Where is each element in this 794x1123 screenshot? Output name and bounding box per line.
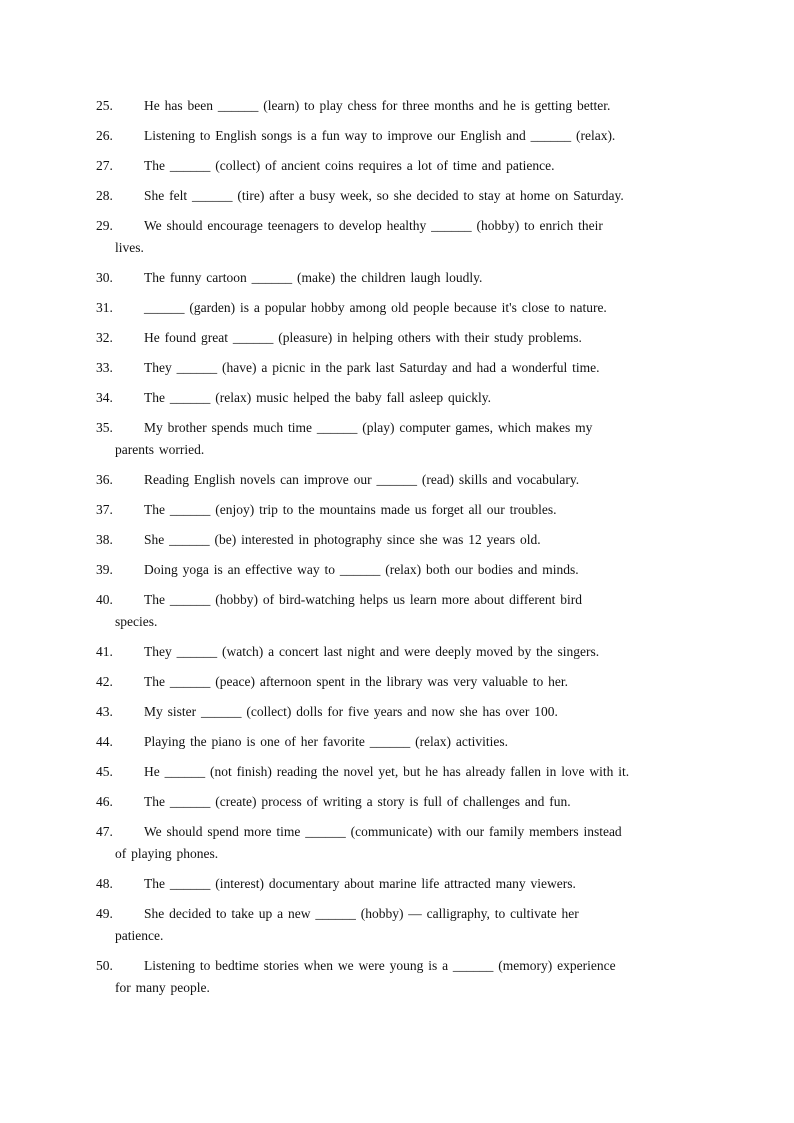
item-number: 35. (96, 420, 113, 435)
exercise-item (96, 125, 696, 147)
item-number: 36. (96, 472, 113, 487)
item-sentence: Reading English novels can improve our ______ (read) skills and vocabulary. (144, 472, 580, 487)
item-number: 42. (96, 674, 113, 689)
item-sentence: The ______ (create) process of writing a story is full of challenges and fun. (144, 794, 571, 809)
exercise-item (96, 821, 696, 865)
exercise-item (96, 95, 696, 117)
item-number: 28. (96, 188, 113, 203)
item-sentence-continuation: patience. (115, 928, 164, 943)
item-number: 27. (96, 158, 113, 173)
item-sentence: Listening to English songs is a fun way to improve our English and ______ (relax). (144, 128, 616, 143)
item-number: 34. (96, 390, 113, 405)
item-number: 29. (96, 218, 113, 233)
item-sentence: Doing yoga is an effective way to ______ (relax) both our bodies and minds. (144, 562, 579, 577)
item-number: 37. (96, 502, 113, 517)
item-sentence: She ______ (be) interested in photography since she was 12 years old. (144, 532, 541, 547)
item-sentence: The funny cartoon ______ (make) the children laugh loudly. (144, 270, 483, 285)
item-sentence: Playing the piano is one of her favorite ______ (relax) activities. (144, 734, 509, 749)
exercise-item (96, 469, 696, 491)
exercise-item (96, 559, 696, 581)
item-sentence: The ______ (peace) afternoon spent in the library was very valuable to her. (144, 674, 568, 689)
exercise-item (96, 499, 696, 521)
item-number: 49. (96, 906, 113, 921)
item-number: 50. (96, 958, 113, 973)
item-sentence: She felt ______ (tire) after a busy week, so she decided to stay at home on Saturday. (144, 188, 624, 203)
exercise-item (96, 873, 696, 895)
item-sentence: We should encourage teenagers to develop healthy ______ (hobby) to enrich their (144, 218, 603, 233)
item-number: 44. (96, 734, 113, 749)
exercise-item (96, 417, 696, 461)
item-sentence-continuation: species. (115, 614, 158, 629)
item-number: 32. (96, 330, 113, 345)
item-number: 30. (96, 270, 113, 285)
item-sentence-continuation: of playing phones. (115, 846, 219, 861)
item-number: 38. (96, 532, 113, 547)
item-number: 45. (96, 764, 113, 779)
item-sentence: ______ (garden) is a popular hobby among old people because it's close to nature. (144, 300, 607, 315)
item-sentence-continuation: lives. (115, 240, 144, 255)
item-number: 46. (96, 794, 113, 809)
item-sentence: She decided to take up a new ______ (hobby) — calligraphy, to cultivate her (144, 906, 579, 921)
exercise-item (96, 327, 696, 349)
item-sentence: The ______ (hobby) of bird-watching helps us learn more about different bird (144, 592, 583, 607)
exercise-item (96, 155, 696, 177)
exercise-item (96, 215, 696, 259)
item-number: 48. (96, 876, 113, 891)
exercise-item (96, 589, 696, 633)
item-number: 26. (96, 128, 113, 143)
exercise-item (96, 761, 696, 783)
item-sentence: The ______ (collect) of ancient coins requires a lot of time and patience. (144, 158, 555, 173)
item-number: 40. (96, 592, 113, 607)
item-number: 41. (96, 644, 113, 659)
exercise-item (96, 387, 696, 409)
exercise-item (96, 903, 696, 947)
item-sentence: My sister ______ (collect) dolls for five years and now she has over 100. (144, 704, 558, 719)
item-number: 39. (96, 562, 113, 577)
item-number: 31. (96, 300, 113, 315)
exercise-item (96, 297, 696, 319)
exercise-item (96, 267, 696, 289)
item-number: 47. (96, 824, 113, 839)
item-number: 43. (96, 704, 113, 719)
item-number: 25. (96, 98, 113, 113)
item-sentence: Listening to bedtime stories when we were young is a ______ (memory) experience (144, 958, 616, 973)
item-sentence: They ______ (have) a picnic in the park last Saturday and had a wonderful time. (144, 360, 600, 375)
item-sentence: We should spend more time ______ (communicate) with our family members instead (144, 824, 622, 839)
exercise-list (96, 95, 696, 1007)
item-sentence-continuation: parents worried. (115, 442, 205, 457)
item-sentence: The ______ (relax) music helped the baby fall asleep quickly. (144, 390, 492, 405)
item-sentence: He has been ______ (learn) to play chess for three months and he is getting better. (144, 98, 611, 113)
exercise-item (96, 791, 696, 813)
exercise-item (96, 701, 696, 723)
item-sentence: The ______ (interest) documentary about marine life attracted many viewers. (144, 876, 576, 891)
exercise-item (96, 641, 696, 663)
exercise-item (96, 357, 696, 379)
item-sentence: He ______ (not finish) reading the novel yet, but he has already fallen in love with it. (144, 764, 630, 779)
exercise-item (96, 731, 696, 753)
item-sentence: He found great ______ (pleasure) in helping others with their study problems. (144, 330, 582, 345)
item-number: 33. (96, 360, 113, 375)
exercise-item (96, 185, 696, 207)
item-sentence: The ______ (enjoy) trip to the mountains made us forget all our troubles. (144, 502, 557, 517)
item-sentence: My brother spends much time ______ (play) computer games, which makes my (144, 420, 593, 435)
item-sentence-continuation: for many people. (115, 980, 210, 995)
exercise-item (96, 955, 696, 999)
exercise-item (96, 671, 696, 693)
item-sentence: They ______ (watch) a concert last night and were deeply moved by the singers. (144, 644, 600, 659)
exercise-item (96, 529, 696, 551)
